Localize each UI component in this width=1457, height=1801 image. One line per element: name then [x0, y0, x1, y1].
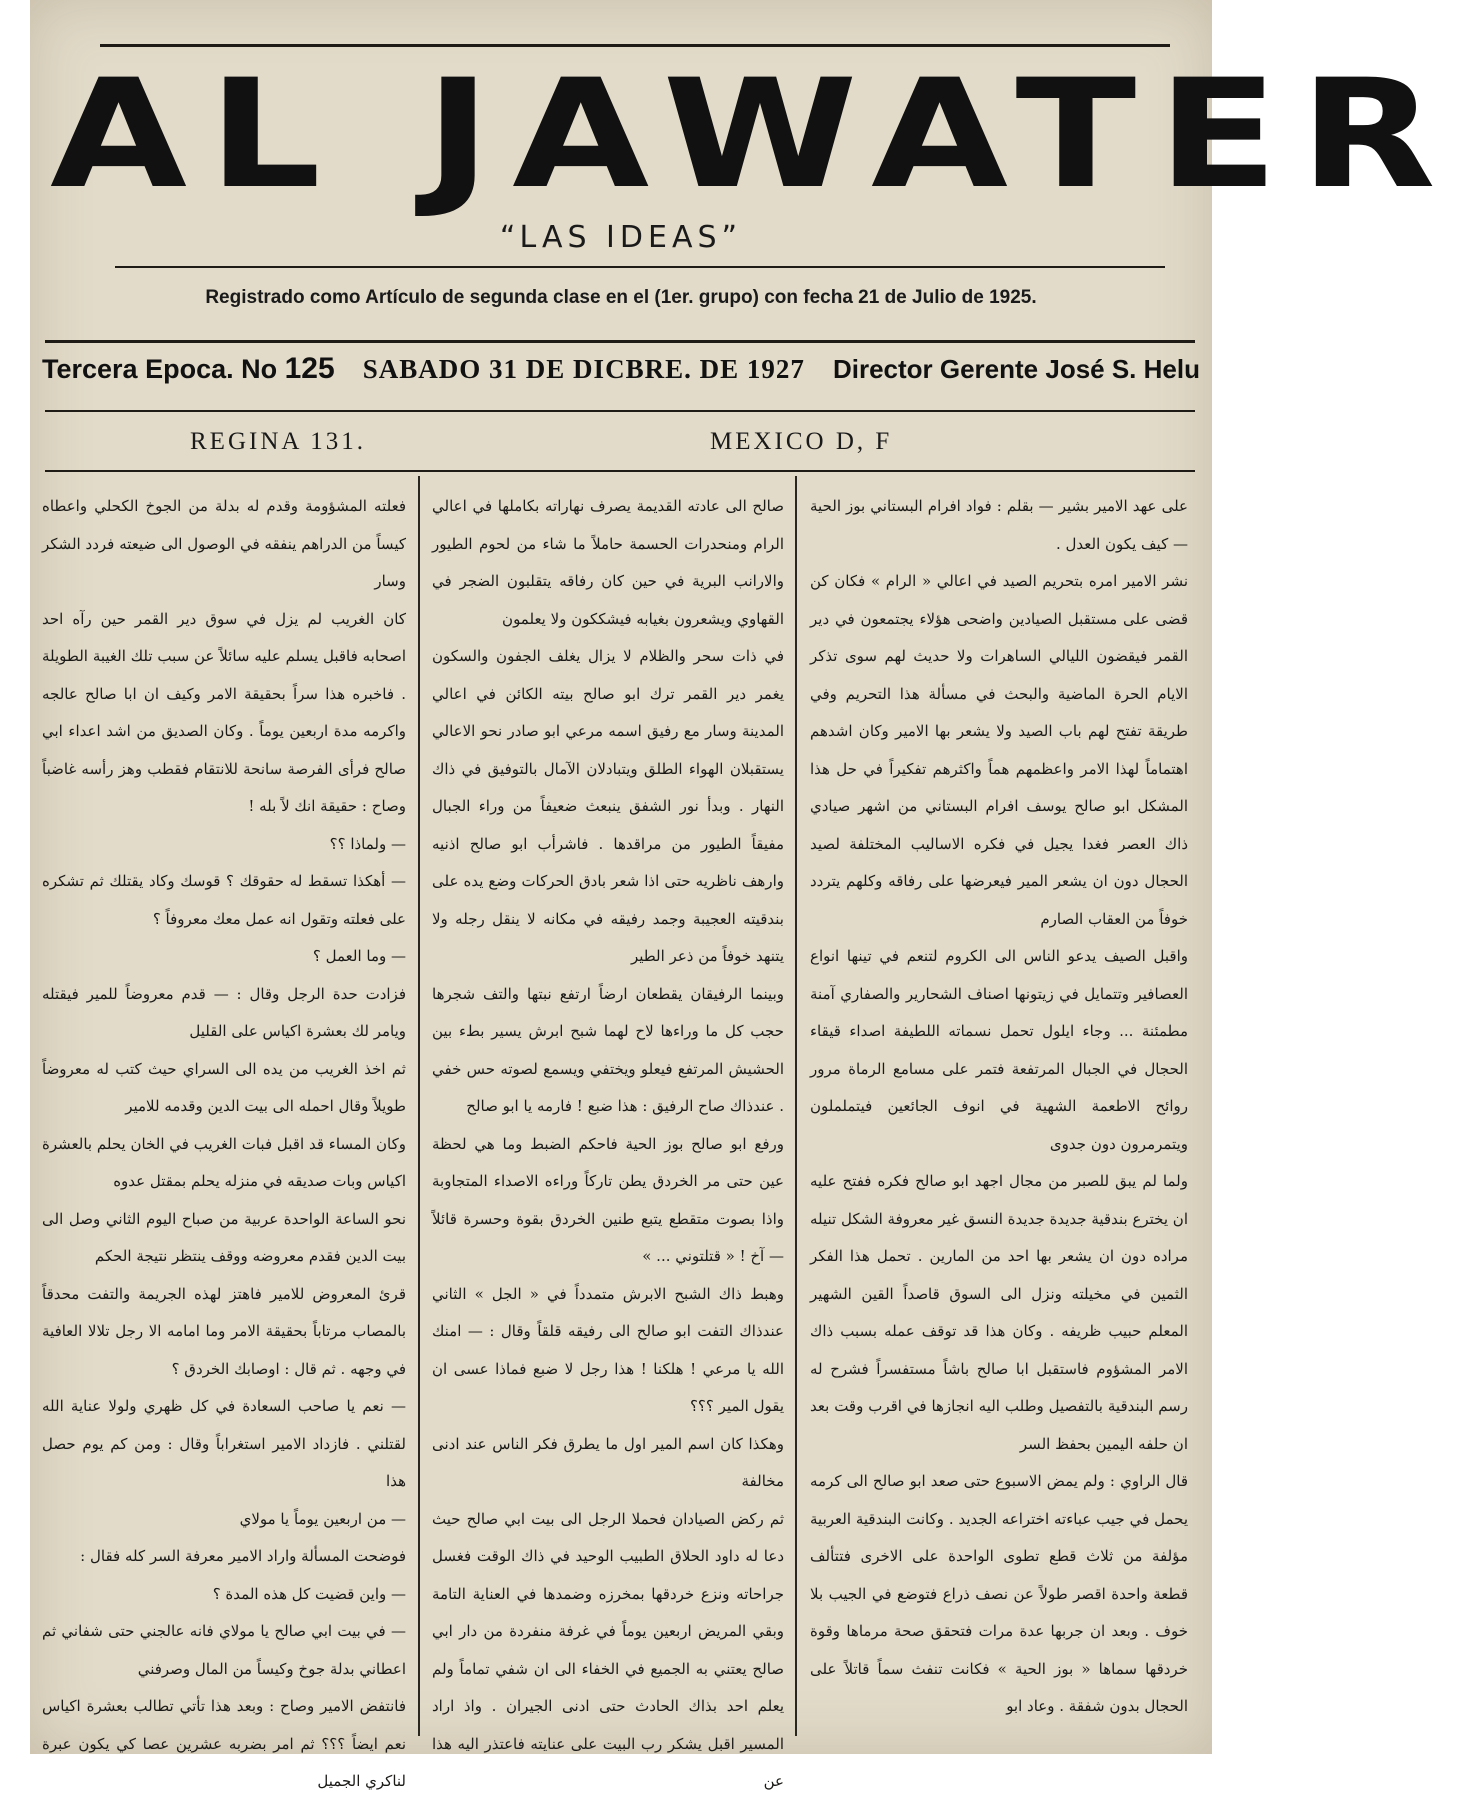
issue-number: 125: [284, 352, 335, 385]
article-paragraph: فوضحت المسألة واراد الامير معرفة السر كله فقال :: [80, 1547, 406, 1565]
address-city: MEXICO D, F: [710, 428, 893, 455]
article-paragraph: ثم اخذ الغريب من يده الى السراي حيث كتب له معروضاً طويلاً وقال احمله الى بيت الدين وقدمه للامير: [42, 1059, 406, 1115]
address-rule: [45, 470, 1195, 472]
article-paragraph: نشر الامير امره بتحريم الصيد في اعالي « الرام » فكان كن قضى على مستقبل الصيادين واضحى هؤلاء يجتمعون في دير القمر فيقضون الليالي الساهرات ولا حديث لهم سوى تذكر الايام الحرة الماضية والبحث في مسألة هذا التحريم وفي طريقة تفتح لهم باب الصيد ولا يشعر بها الامير وكان اشدهم اهتماماً لهذا الامر واعظمهم هماً واكثرهم تفكيراً في حل هذا المشكل ابو صالح يوسف افرام البستاني من اشهر صيادي ذاك العصر فغدا يجيل في فكره الاساليب المختلفة لصيد الحجال دون ان يشعر المير فيعرضها على رفاقه وكلهم يتردد خوفاً من العقاب الصارم: [810, 572, 1188, 928]
column-right: [810, 488, 1188, 1738]
director-credit: Director Gerente José S. Helu: [832, 354, 1200, 384]
article-paragraph: على عهد الامير بشير — بقلم : فواد افرام البستاني بوز الحية — كيف يكون العدل .: [810, 497, 1188, 553]
article-paragraph: في ذات سحر والظلام لا يزال يغلف الجفون والسكون يغمر دير القمر ترك ابو صالح بيته الكائن في اعالي المدينة وسار مع رفيق اسمه مرعي ابو صادر نحو الاعالي يستقبلان الهواء الطلق ويتبادلان الآمال بالتوفيق في ذاك النهار . وبدأ نور الشفق ينبعث ضعيفاً من وراء الجبال مفيقاً الطيور من مراقدها . فاشرأب ابو صالح اذنيه وارهف ناظريه حتى اذا شعر بادق الحركات وضع يده على بندقيته العجيبة وجمد رفيقه في مكانه لا ينقل رجله ولا يتنهد خوفاً من ذعر الطير: [432, 647, 784, 965]
masthead-title: AL JAWATER: [50, 48, 1457, 222]
article-paragraph: كان الغريب لم يزل في سوق دير القمر حين رآه احد اصحابه فاقبل يسلم عليه سائلاً عن سبب تلك الغيبة الطويلة . فاخبره هذا سراً بحقيقة الامر وكيف ان ابا صالح عالجه واكرمه مدة اربعين يوماً . وكان الصديق من اشد اعداء ابي صالح فرأى الفرصة سانحة للانتقام فقطب وهز رأسه غاضباً وصاح : حقيقة انك لاً بله !: [42, 609, 406, 815]
article-paragraph: فانتفض الامير وصاح : وبعد هذا تأتي تطالب بعشرة اكياس نعم ايضاً ؟؟؟ ثم امر بضربه عشرين عصا كي يكون عبرة لناكري الجميل: [42, 1697, 406, 1790]
article-paragraph: — واين قضيت كل هذه المدة ؟: [212, 1584, 406, 1603]
masthead-subtitle: “LAS IDEAS”: [499, 220, 743, 255]
issue-info-bar: [42, 352, 1200, 386]
column-separator-right: [795, 476, 797, 1736]
article-paragraph: قال الراوي : ولم يمض الاسبوع حتى صعد ابو صالح الى كرمه يحمل في جيب عباءته اختراعه الجديد . وكانت البندقية العربية مؤلفة من ثلاث قطع تطوى الواحدة على الاخرى فتتألف قطعة واحدة اقصر طولاً عن نصف ذراع فتوضع في الجيب بلا خوف . وبعد ان جربها عدة مرات فتحقق صحة مرماها وقوة خردقها سماها « بوز الحية » فكانت تنفث سماً قاتلاً على الحجال بدون شفقة . وعاد ابو: [810, 1472, 1188, 1715]
subtitle-rule: [115, 266, 1165, 268]
article-paragraph: ورفع ابو صالح بوز الحية فاحكم الضبط وما هي لحظة عين حتى مر الخردق يطن تاركاً وراءه الاصداء المتجاوبة واذا بصوت متقطع يتبع طنين الخردق بقوة وحسرة قائلاً — آخ ! « قتلتوني ... »: [432, 1134, 784, 1265]
column-middle: [432, 488, 784, 1790]
article-paragraph: وبينما الرفيقان يقطعان ارضاً ارتفع نبتها والتف شجرها حجب كل ما وراءها لاح لهما شبح ابرش يسير بطء بين الحشيش المرتفع فيعلو ويختفي ويسمع لصوته حس خفي . عندذاك صاح الرفيق : هذا ضبع ! فارمه يا ابو صالح: [432, 984, 784, 1115]
article-paragraph: قرئ المعروض للامير فاهتز لهذه الجريمة والتفت محدقاً بالمصاب مرتاباً بحقيقة الامر وما امامه الا رجل تلالا العافية في وجهه . ثم قال : اوصابك الخردق ؟: [42, 1284, 406, 1378]
article-paragraph: — نعم يا صاحب السعادة في كل ظهري ولولا عناية الله لقتلني . فازداد الامير استغراباً وقال : ومن كم يوم حصل هذا: [42, 1397, 406, 1490]
newspaper-page: [30, 0, 1457, 1790]
article-paragraph: واقبل الصيف يدعو الناس الى الكروم لتنعم في تينها انواع العصافير وتتمايل في زيتونها اصناف الشحارير والصفاري آمنة مطمئنة ... وجاء ايلول تحمل نسماته اللطيفة اصداء قيقاء الحجال في الجبال المرتفعة فتمر على مسامع الرماة مرور روائح الاطعمة الشهية في انوف الجائعين فيتململون ويتمرمرون دون جدوى: [810, 947, 1188, 1153]
article-paragraph: وهبط ذاك الشبح الابرش متمدداً في « الجل » الثاني عندذاك التفت ابو صالح الى رفيقه قلقاً وقال : — امنك الله يا مرعي ! هلكنا ! هذا رجل لا ضبع فماذا عسى ان يقول المير ؟؟؟: [432, 1284, 784, 1415]
registration-rule: [45, 340, 1195, 343]
article-paragraph: — أهكذا تسقط له حقوقك ؟ قوسك وكاد يقتلك ثم تشكره على فعلته وتقول انه عمل معك معروفاً ؟: [42, 872, 406, 928]
article-paragraph: — وما العمل ؟: [312, 947, 406, 965]
article-paragraph: وهكذا كان اسم المير اول ما يطرق فكر الناس عند ادنى مخالفة: [432, 1434, 784, 1490]
article-paragraph: — من اربعين يوماً يا مولاي: [239, 1509, 406, 1528]
column-separator-left: [418, 476, 420, 1736]
article-paragraph: فزادت حدة الرجل وقال : — قدم معروضاً للمير فيقتله ويامر لك بعشرة اكياس على القليل: [42, 984, 406, 1040]
column-left: [42, 488, 406, 1790]
article-paragraph: ولما لم يبق للصبر من مجال اجهد ابو صالح فكره ففتح عليه ان يخترع بندقية جديدة جديدة النسق غير معروفة الشكل تنيله مراده دون ان يشعر بها احد من المارين . تحمل هذا الفكر الثمين في مخيلته ونزل الى السوق قاصداً القين الشهير المعلم حبيب ظريفه . وكان هذا قد توقف عمله بسبب ذاك الامر المشؤوم فاستقبل ابا صالح باشاً مستفسراً فشرح له رسم البندقية بالتفصيل وطلب اليه انجازها في اقرب وقت بعد ان حلفه اليمين بحفظ السر: [810, 1172, 1188, 1453]
article-paragraph: ثم ركض الصيادان فحملا الرجل الى بيت ابي صالح حيث دعا له داود الحلاق الطبيب الوحيد في ذاك الوقت فغسل جراحاته ونزع خردقها بمخرزه وضمدها في العناية التامة وبقي المريض اربعين يوماً في غرفة منفردة من دار ابي صالح يعتني به الجميع في الخفاء الى ان شفي تماماً ولم يعلم احد بذاك الحادث حتى ادنى الجيران . واذ اراد المسير اقبل يشكر رب البيت على عنايته فاعتذر اليه هذا عن: [432, 1509, 784, 1790]
registration-notice: Registrado como Artículo de segunda clase en el (1er. grupo) con fecha 21 de Julio de 1925.: [205, 287, 1037, 308]
issue-date: SABADO 31 DE DICBRE. DE 1927: [362, 354, 805, 384]
issue-epoch: [42, 352, 335, 386]
top-rule: [100, 44, 1170, 47]
epoch-label: Tercera Epoca. No: [42, 354, 278, 384]
article-paragraph: وكان المساء قد اقبل فبات الغريب في الخان يحلم بالعشرة اكياس وبات صديقه في منزله يحلم بمقتل عدوه: [42, 1134, 406, 1190]
article-paragraph: فعلته المشؤومة وقدم له بدلة من الجوخ الكحلي واعطاه كيساً من الدراهم ينفقه في الوصول الى ضيعته فردد الشكر وسار: [42, 497, 406, 590]
address-street: REGINA 131.: [190, 428, 367, 455]
article-paragraph: — في بيت ابي صالح يا مولاي فانه عالجني حتى شفاني ثم اعطاني بدلة جوخ وكيساً من المال وصرفني: [42, 1622, 406, 1678]
article-paragraph: صالح الى عادته القديمة يصرف نهاراته بكاملها في اعالي الرام ومنحدرات الحسمة حاملاً ما شاء من لحوم الطيور والارانب البرية في حين كان رفاقه يتقلبون الضجر في القهاوي ويشعرون بغيابه فيشككون ولا يعلمون: [432, 497, 784, 628]
article-paragraph: نحو الساعة الواحدة عربية من صباح اليوم الثاني وصل الى بيت الدين فقدم معروضه ووقف ينتظر نتيجة الحكم: [42, 1209, 406, 1265]
info-rule: [45, 410, 1195, 412]
article-paragraph: — ولماذا ؟؟: [329, 834, 406, 853]
